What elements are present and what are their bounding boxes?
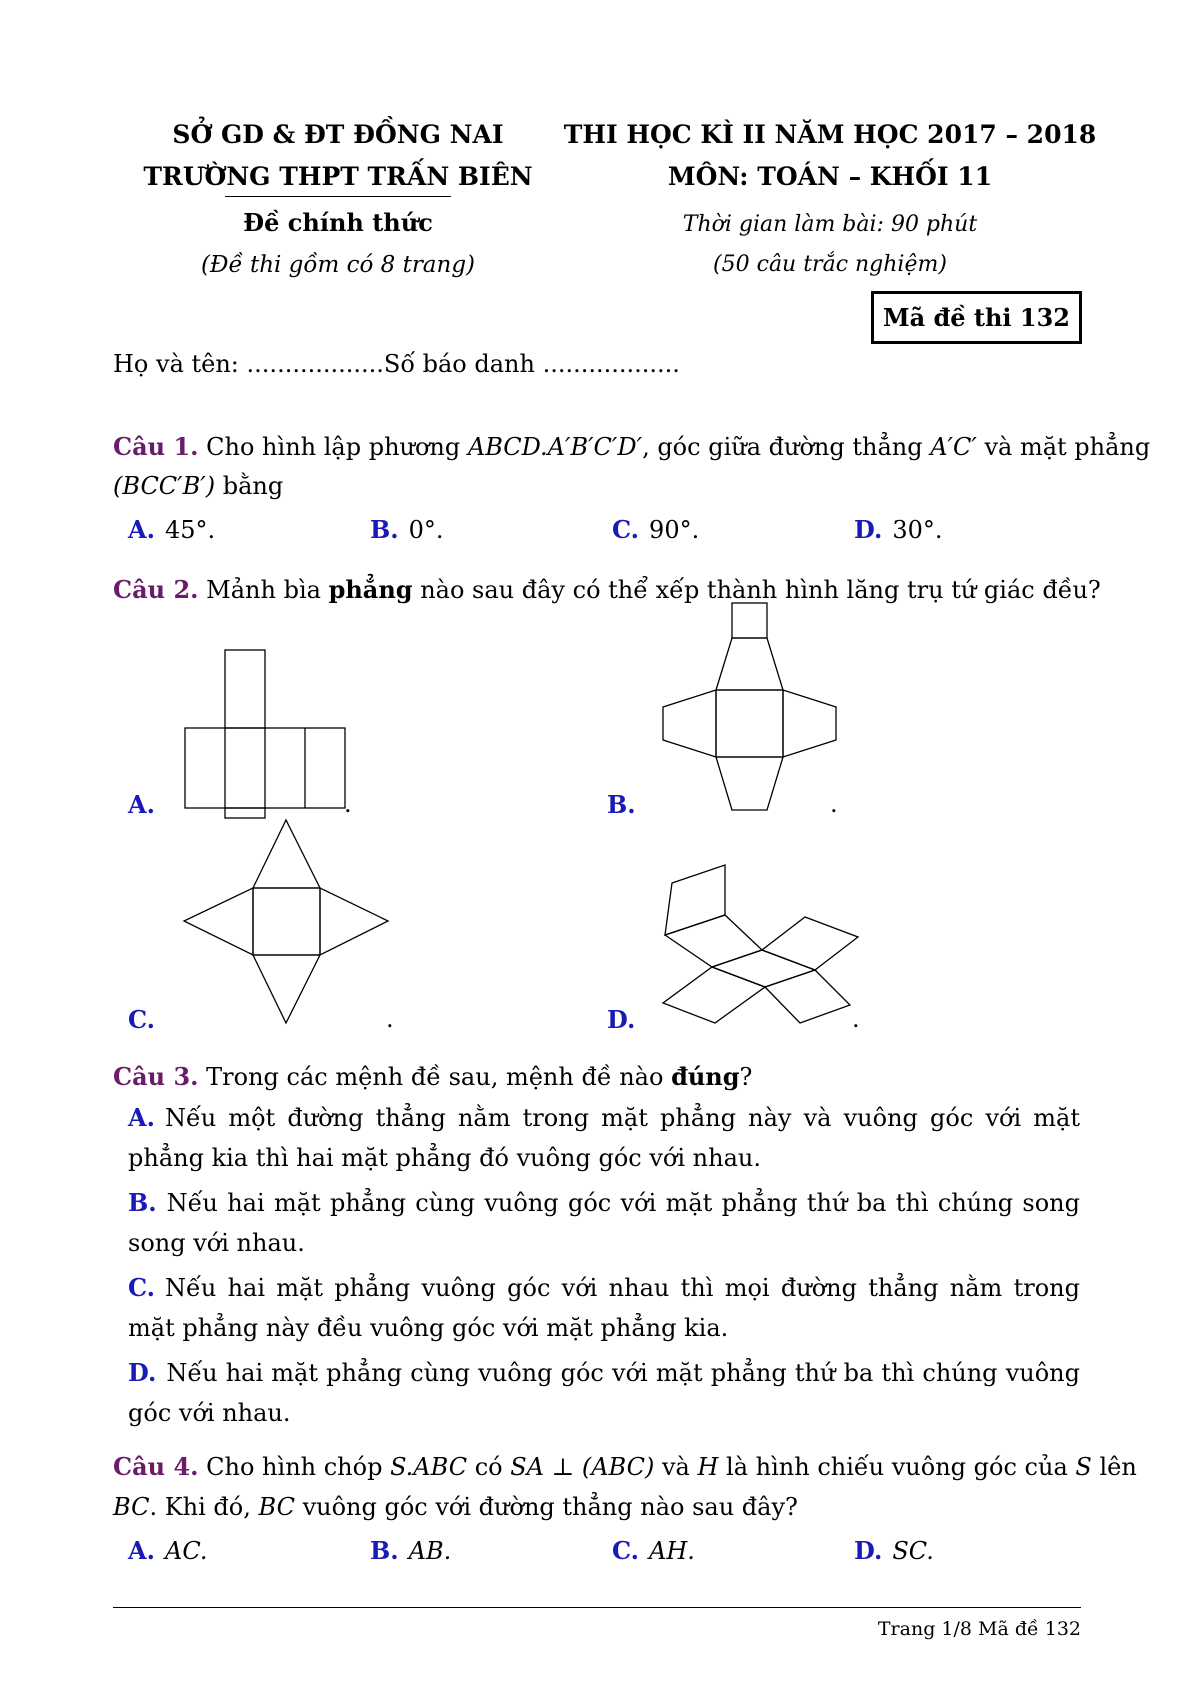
- option-label: A.: [128, 515, 155, 544]
- q1-option-d[interactable]: [854, 515, 1096, 544]
- option-value: 0°.: [408, 516, 444, 544]
- net-d-right-rhombus: [762, 917, 858, 970]
- q4-text-e: lên: [1091, 1453, 1137, 1481]
- q1-math-b: A′C′: [930, 433, 977, 461]
- q3-text-a: Trong các mệnh đề sau, mệnh đề nào: [206, 1063, 672, 1091]
- q1-math-c: (BCC′B′): [113, 472, 216, 500]
- q2-option-b[interactable]: [607, 790, 646, 819]
- q3-option-c[interactable]: [128, 1268, 1080, 1348]
- net-b-bottom-flap: [716, 757, 783, 810]
- q2-text-a: Mảnh bìa: [206, 576, 329, 604]
- q3-bold: đúng: [671, 1062, 740, 1091]
- q2-figure-c: [180, 815, 395, 1030]
- q1-math-a: ABCD.A′B′C′D′: [467, 433, 643, 461]
- id-dots: ..................: [542, 350, 680, 378]
- q4-line1: [113, 1452, 1137, 1481]
- q4-text-a: Cho hình chóp: [206, 1453, 391, 1481]
- net-c-top-triangle: [253, 820, 320, 888]
- option-text: Nếu hai mặt phẳng cùng vuông góc với mặt phẳng thứ ba thì chúng song song với nhau.: [128, 1189, 1080, 1257]
- page-footer: Trang 1/8 Mã đề 132: [877, 1618, 1081, 1640]
- option-label: D.: [854, 515, 883, 544]
- q2-option-c-dot: .: [386, 1005, 394, 1033]
- option-value: AH.: [649, 1537, 695, 1565]
- q2-option-d-dot: .: [852, 1005, 860, 1033]
- q4-text-f: . Khi đó,: [149, 1493, 259, 1521]
- department-name: SỞ GD & ĐT ĐỒNG NAI: [172, 120, 504, 149]
- q2-text-b: nào sau đây có thể xếp thành hình lăng trụ tứ giác đều?: [412, 576, 1101, 604]
- q2-option-b-dot: .: [830, 790, 838, 818]
- net-d-left-rhombus: [665, 915, 762, 967]
- option-label: D.: [607, 1005, 636, 1034]
- option-label: B.: [370, 515, 399, 544]
- q4-option-c[interactable]: [612, 1536, 854, 1565]
- q2-option-a[interactable]: [128, 790, 165, 819]
- option-value: 30°.: [892, 516, 943, 544]
- q2-figure-a: [170, 640, 360, 820]
- option-label: B.: [607, 790, 636, 819]
- name-label: Họ và tên:: [113, 350, 239, 378]
- option-text: Nếu hai mặt phẳng vuông góc với nhau thì mọi đường thẳng nằm trong mặt phẳng này đều vuông góc với mặt phẳng kia.: [128, 1274, 1080, 1342]
- q4-math-f: BC: [258, 1493, 295, 1521]
- q4-text-g: vuông góc với đường thẳng nào sau đây?: [294, 1493, 798, 1521]
- q2-figure-d: [655, 855, 865, 1030]
- q1-text-c: và mặt phẳng: [976, 433, 1151, 461]
- q3-label: Câu 3.: [113, 1062, 199, 1091]
- net-d-bottom-right-rhombus: [765, 970, 850, 1023]
- option-label: C.: [612, 1536, 640, 1565]
- q1-text-a: Cho hình lập phương: [206, 433, 468, 461]
- q4-options: [128, 1536, 1096, 1565]
- q2-line1: [113, 575, 1101, 604]
- option-label: D.: [854, 1536, 883, 1565]
- footer-divider: [113, 1607, 1081, 1608]
- q2-bold: phẳng: [328, 575, 413, 604]
- q1-line2: [113, 472, 283, 500]
- q4-text-b: có: [467, 1453, 511, 1481]
- option-text: Nếu một đường thẳng nằm trong mặt phẳng này và vuông góc với mặt phẳng kia thì hai mặt phẳng đó vuông góc với nhau.: [128, 1104, 1080, 1172]
- exam-code: Mã đề thi 132: [883, 303, 1070, 332]
- net-b-top-square: [732, 603, 767, 638]
- q4-text-d: là hình chiếu vuông góc của: [718, 1453, 1076, 1481]
- q2-option-c[interactable]: [128, 1005, 165, 1034]
- option-label: A.: [128, 790, 155, 819]
- option-value: AB.: [408, 1537, 452, 1565]
- net-c-right-triangle: [320, 888, 388, 955]
- q1-options: [128, 515, 1096, 544]
- option-label: C.: [128, 1273, 156, 1302]
- q4-option-b[interactable]: [370, 1536, 612, 1565]
- question-count: (50 câu trắc nghiệm): [713, 252, 947, 277]
- q2-option-d[interactable]: [607, 1005, 645, 1034]
- q4-option-d[interactable]: [854, 1536, 1096, 1565]
- q3-option-d[interactable]: [128, 1353, 1080, 1433]
- q4-option-a[interactable]: [128, 1536, 370, 1565]
- q4-text-c: và: [654, 1453, 698, 1481]
- option-label: A.: [128, 1536, 155, 1565]
- q3-option-b[interactable]: [128, 1183, 1080, 1263]
- option-label: B.: [128, 1188, 157, 1217]
- q4-math-c: H: [697, 1453, 719, 1481]
- exam-code-box: [871, 291, 1082, 344]
- q2-option-a-dot: .: [344, 790, 352, 818]
- q1-line1: [113, 432, 1150, 461]
- net-c-bottom-triangle: [253, 955, 320, 1023]
- option-value: 90°.: [649, 516, 700, 544]
- time-limit: Thời gian làm bài: 90 phút: [682, 212, 978, 237]
- candidate-line: [113, 350, 680, 378]
- q4-math-b: SA ⊥ (ABC): [510, 1453, 655, 1481]
- exam-title: THI HỌC KÌ II NĂM HỌC 2017 – 2018: [563, 120, 1097, 149]
- net-c-center-square: [253, 888, 320, 955]
- option-value: SC.: [892, 1537, 934, 1565]
- q3-line1: [113, 1062, 752, 1091]
- q4-math-d: S: [1075, 1453, 1092, 1481]
- q1-text-b: , góc giữa đường thẳng: [642, 433, 931, 461]
- q3-text-b: ?: [739, 1063, 753, 1091]
- official-label: Đề chính thức: [243, 208, 433, 237]
- q1-option-b[interactable]: [370, 515, 612, 544]
- page-count-note: (Đề thi gồm có 8 trang): [200, 252, 476, 278]
- net-b-right-flap: [783, 690, 836, 757]
- q2-figure-b: [655, 600, 855, 815]
- name-dots: ..................: [246, 350, 384, 378]
- q1-text-d: bằng: [215, 472, 284, 500]
- option-text: Nếu hai mặt phẳng cùng vuông góc với mặt phẳng thứ ba thì chúng vuông góc với nhau.: [128, 1359, 1080, 1427]
- option-label: A.: [128, 1103, 155, 1132]
- option-value: 45°.: [164, 516, 216, 544]
- id-label: Số báo danh: [383, 350, 535, 378]
- school-underline: [225, 196, 451, 197]
- net-d-center-rhombus: [712, 950, 815, 987]
- net-b-center-square: [716, 690, 783, 757]
- q4-math-e: BC: [113, 1493, 150, 1521]
- q1-label: Câu 1.: [113, 432, 199, 461]
- net-c-left-triangle: [184, 888, 253, 955]
- q2-label: Câu 2.: [113, 575, 199, 604]
- school-name: TRƯỜNG THPT TRẤN BIÊN: [143, 162, 533, 191]
- option-label: B.: [370, 1536, 399, 1565]
- net-b-top-flap: [716, 638, 783, 690]
- option-label: D.: [128, 1358, 157, 1387]
- q1-option-a[interactable]: [128, 515, 370, 544]
- q3-option-a[interactable]: [128, 1098, 1080, 1178]
- net-b-left-flap: [663, 690, 716, 757]
- q4-math-a: S.ABC: [390, 1453, 468, 1481]
- subject-title: MÔN: TOÁN – KHỐI 11: [667, 162, 993, 191]
- q4-label: Câu 4.: [113, 1452, 199, 1481]
- q4-line2: [113, 1493, 798, 1521]
- option-label: C.: [128, 1005, 156, 1034]
- option-value: AC.: [164, 1537, 208, 1565]
- net-a-top-face: [225, 650, 265, 728]
- q1-option-c[interactable]: [612, 515, 854, 544]
- option-label: C.: [612, 515, 640, 544]
- net-d-bottom-left-rhombus: [663, 967, 765, 1023]
